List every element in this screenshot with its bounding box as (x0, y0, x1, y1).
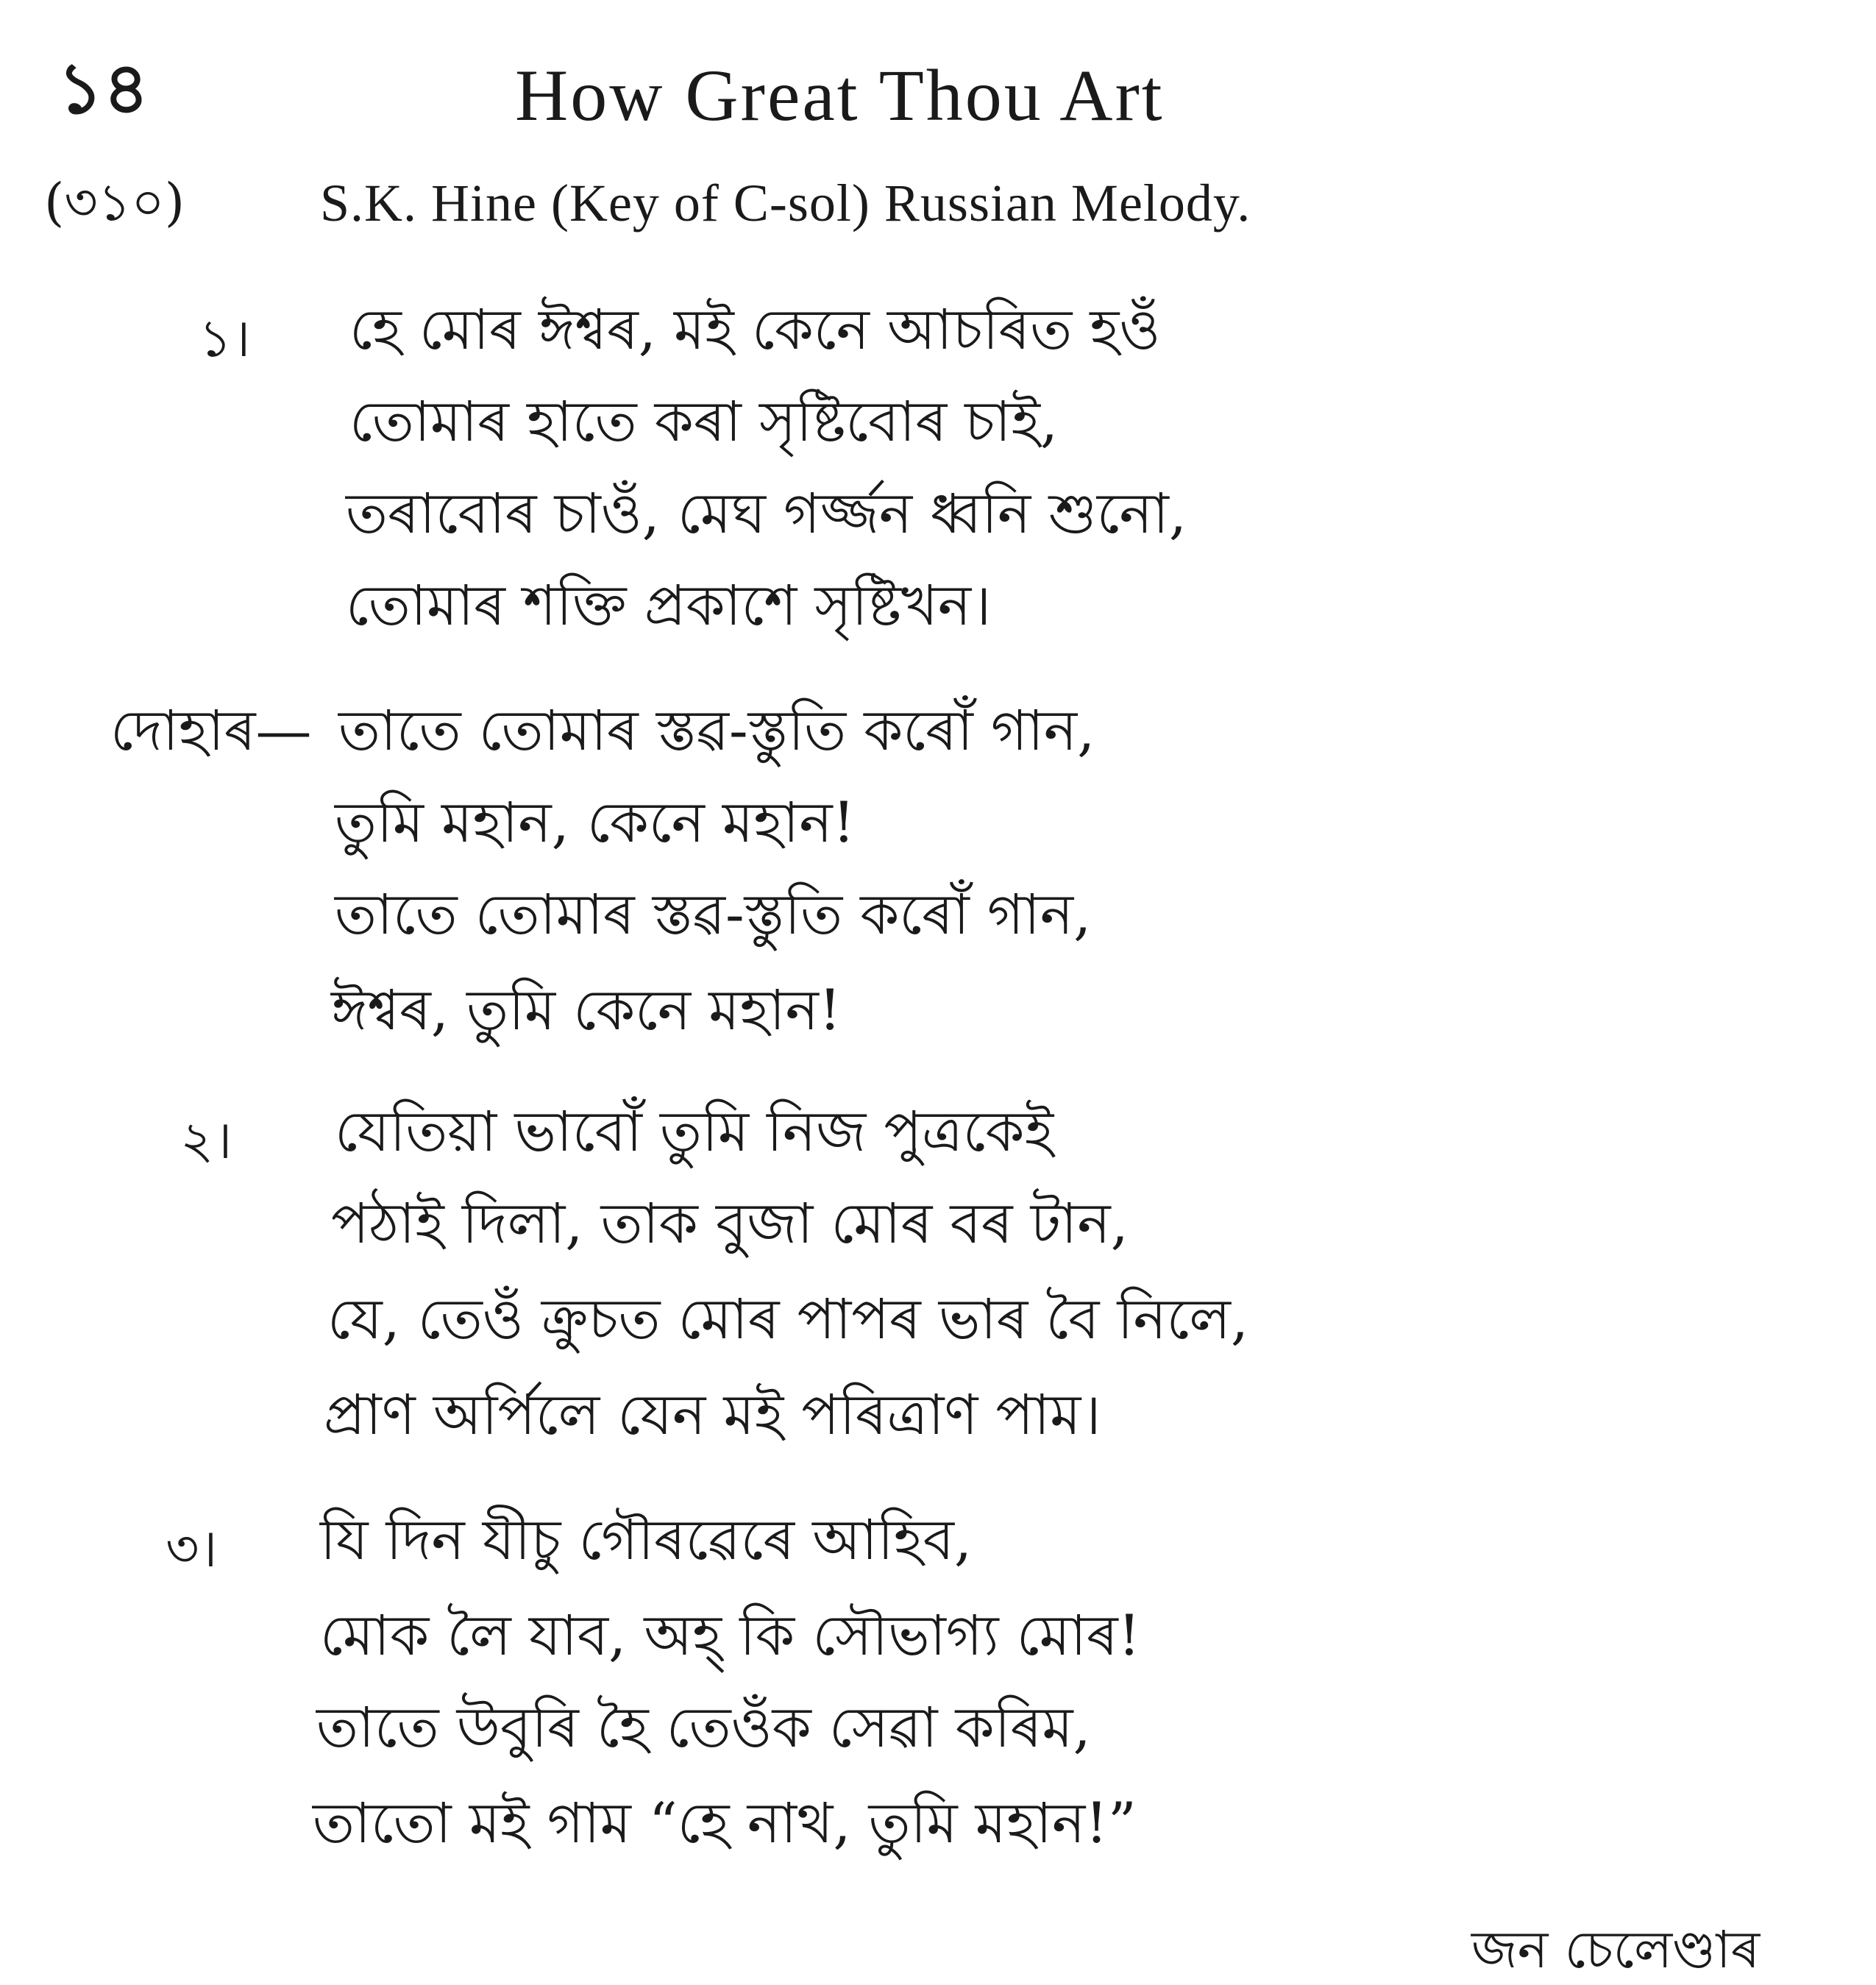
hymn-title: How Great Thou Art (515, 54, 1165, 136)
verse-3-number: ৩। (166, 1519, 218, 1579)
tune-number: (৩১০) (44, 172, 185, 232)
verse-2-line-3: যে, তেওঁ ক্ৰুচত মোৰ পাপৰ ভাৰ বৈ নিলে, (327, 1286, 1249, 1352)
verse-1-number: ১। (199, 308, 251, 369)
chorus-line-1: তাতে তোমাৰ স্তৱ-স্তুতি কৰোঁ গান, (338, 697, 1095, 763)
verse-3-line-3: তাতে উবুৰি হৈ তেওঁক সেৱা কৰিম, (316, 1694, 1091, 1760)
verse-3-line-4: তাতো মই গাম “হে নাথ, তুমি মহান!” (313, 1790, 1137, 1856)
verse-2-line-4: প্ৰাণ অৰ্পিলে যেন মই পৰিত্ৰাণ পাম। (324, 1382, 1101, 1447)
verse-1-line-3: তৰাবোৰ চাওঁ, মেঘ গৰ্জ্জন ধ্বনি শুনো, (346, 480, 1187, 546)
verse-1-line-2: তোমাৰ হাতে কৰা সৃষ্টিবোৰ চাই, (349, 388, 1059, 454)
chorus-line-4: ঈশ্বৰ, তুমি কেনে মহান! (331, 977, 842, 1043)
verse-3-line-1: যি দিন যীচু গৌৰৱেৰে আহিব, (320, 1507, 973, 1572)
verse-2-line-2: পঠাই দিলা, তাক বুজা মোৰ বৰ টান, (331, 1190, 1129, 1256)
verse-2-line-1: যেতিয়া ভাবোঁ তুমি নিজ পুত্ৰকেই (335, 1098, 1054, 1164)
verse-1-line-1: হে মোৰ ঈশ্বৰ, মই কেনে আচৰিত হওঁ (349, 296, 1161, 362)
verse-2-number: ২। (180, 1110, 232, 1171)
chorus-line-3: তাতে তোমাৰ স্তৱ-স্তুতি কৰোঁ গান, (335, 881, 1092, 947)
verse-1-line-4: তোমাৰ শক্তি প্ৰকাশে সৃষ্টিখন। (346, 572, 992, 638)
chorus-label: দোহাৰ— (110, 697, 312, 763)
tune-info: S.K. Hine (Key of C-sol) Russian Melody. (320, 174, 1251, 232)
chorus-line-2: তুমি মহান, কেনে মহান! (335, 789, 856, 855)
author-name: জন চেলেণ্ডাৰ (1471, 1920, 1760, 1980)
verse-3-line-2: মোক লৈ যাব, অহ্ কি সৌভাগ্য মোৰ! (320, 1602, 1141, 1668)
hymn-number: ১৪ (57, 46, 149, 129)
